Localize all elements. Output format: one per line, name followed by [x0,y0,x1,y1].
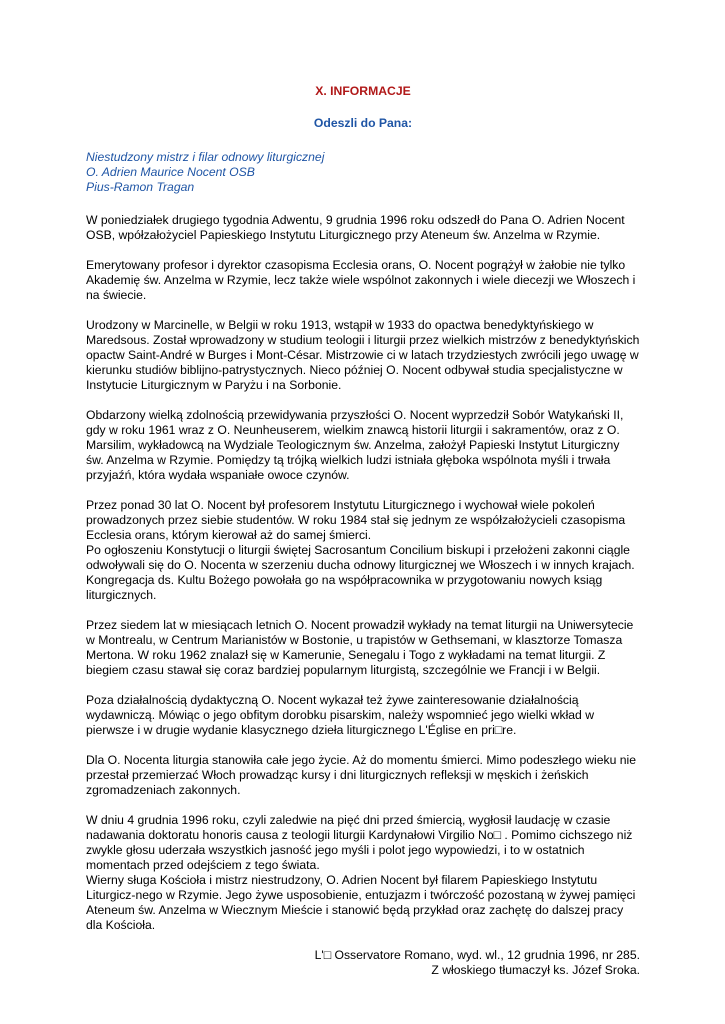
paragraph: Przez siedem lat w miesiącach letnich O. Nocent prowadził wykłady na temat liturgii na Uniwersytecie w Montrealu, w Centrum Marianistów w Bostonie, u trapistów w Gethsemani, w klasztorze Tomasza Mertona. W roku 1962 znalazł się w Kamerunie, Senegalu i Togo z wykładami na temat liturgii. Z biegiem czasu stawał się coraz bardziej popularnym liturgistą, szczególnie we Francji i w Belgii. [86,618,634,677]
paragraph: Po ogłoszeniu Konstytucji o liturgii świętej Sacrosantum Concilium biskupi i przełożeni zakonni ciągle odwoływali się do O. Nocenta w szerzeniu ducha odnowy liturgicznej we Włoszech i w innych krajach. Kongregacja ds. Kultu Bożego powołała go na współpracownika w przygotowaniu nowych ksiąg liturgicznych. [86,543,635,602]
paragraph: Urodzony w Marcinelle, w Belgii w roku 1913, wstąpił w 1933 do opactwa benedyktyńskiego w Maredsous. Został wprowadzony w studium teologii i liturgii przez wielkich mistrzów z benedyktyńskich opactw Saint-André w Burges i Mont-César. Mistrzowie ci w latach trzydziestych zwrócili jego uwagę w kierunku studiów biblijno-patrystycznych. Nieco później O. Nocent odbywał studia specjalistyczne w Instytucie Liturgicznym w Paryżu i na Sorbonie. [86,318,640,392]
article-headline: Niestudzony mistrz i filar odnowy liturgicznej [86,150,325,164]
paragraph: Emerytowany profesor i dyrektor czasopisma Ecclesia orans, O. Nocent pogrążył w żałobie nie tylko Akademię św. Anzelma w Rzymie, lecz także wiele wspólnot zakonnych i wiele diecezji we Włoszech i na świecie. [86,258,636,302]
paragraph: Obdarzony wielką zdolnością przewidywania przyszłości O. Nocent wyprzedził Sobór Watykański II, gdy w roku 1961 wraz z O. Neunheuserem, wielkim znawcą historii liturgii i sakramentów, oraz z O. Marsilim, wykładowcą na Wydziale Teologicznym św. Anzelma, założył Papieski Instytut Liturgiczny św. Anzelma w Rzymie. Pomiędzy tą trójką wielkich ludzi istniała głęboka wspólnota myśli i trwała przyjaźń, która wydała wspaniałe owoce czynów. [86,408,624,482]
paragraph: Dla O. Nocenta liturgia stanowiła całe jego życie. Aż do momentu śmierci. Mimo podeszłego wieku nie przestał przemierzać Włoch prowadząc kursy i dni liturgicznych refleksji w męskich i żeńskich zgromadzeniach zakonnych. [86,753,637,797]
article-subject: O. Adrien Maurice Nocent OSB [86,165,255,179]
translator-credit: Z włoskiego tłumaczył ks. Józef Sroka. [431,963,640,977]
paragraph: W dniu 4 grudnia 1996 roku, czyli zaledwie na pięć dni przed śmiercią, wygłosił laudację w czasie nadawania doktoratu honoris causa z teologii liturgii Kardynałowi Virgilio No□ . Pomimo cichszego niż zwykle głosu uderzała wszystkich jasność jego myśli i polot jego wypowiedzi, i to w ostatnich momentach przed odejściem z tego świata. [86,813,633,872]
source-signature [86,948,640,978]
source-citation: L'□ Osservatore Romano, wyd. wl., 12 grudnia 1996, nr 285. [314,948,640,962]
section-subtitle: Odeszli do Pana: [313,116,413,130]
paragraph: Wierny sługa Kościoła i mistrz niestrudzony, O. Adrien Nocent był filarem Papieskiego Instytutu Liturgicz-nego w Rzymie. Jego żywe usposobienie, entuzjazm i twórczość pozostaną w żywej pamięci Ateneum św. Anzelma w Wiecznym Mieście i stanowić będą przykład oraz zachętę do dalszej pracy dla Kościoła. [86,873,636,932]
paragraph: W poniedziałek drugiego tygodnia Adwentu, 9 grudnia 1996 roku odszedł do Pana O. Adrien Nocent OSB, wpółzałożyciel Papieskiego Instytutu Liturgicznego przy Ateneum św. Anzelma w Rzymie. [86,213,625,242]
paragraph: Poza działalnością dydaktyczną O. Nocent wykazał też żywe zainteresowanie działalnością wydawniczą. Mówiąc o jego obfitym dorobku pisarskim, należy wspomnieć jego wielki wkład w pierwsze i w drugie wydanie klasycznego dzieła liturgicznego L'Église en pri□re. [86,693,595,737]
section-title: X. INFORMACJE [315,84,411,98]
article-author: Pius-Ramon Tragan [86,180,195,194]
document-body [86,84,640,978]
paragraph: Przez ponad 30 lat O. Nocent był profesorem Instytutu Liturgicznego i wychował wiele pokoleń prowadzonych przez siebie studentów. W roku 1984 stał się jednym ze współzałożycieli czasopisma Ecclesia orans, którym kierował aż do samej śmierci. [86,498,626,542]
article-byline [86,150,640,195]
